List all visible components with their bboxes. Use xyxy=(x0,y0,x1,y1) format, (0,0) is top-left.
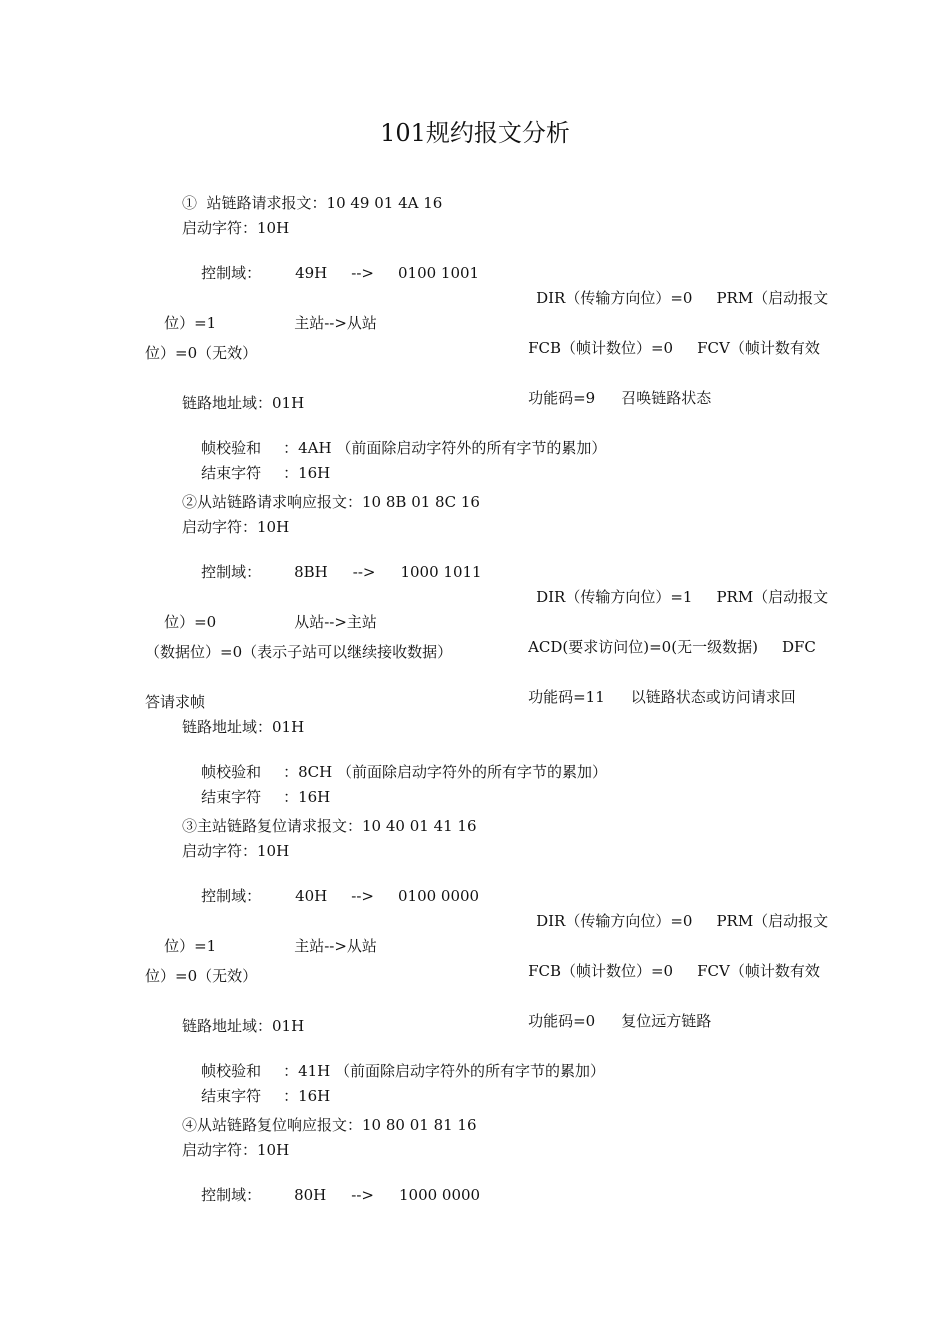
ctrl-bin: 0100 1001 xyxy=(397,264,480,282)
direction: 从站-->主站 xyxy=(294,613,377,631)
sec2-func xyxy=(509,667,796,727)
check-value: ：4AH （前面除启动字符外的所有字节的累加） xyxy=(283,439,607,457)
ctrl-bin: 1000 1011 xyxy=(400,563,482,581)
ctrl-arrow: --> xyxy=(351,887,374,905)
prm-text: PRM（启动报文 xyxy=(716,912,829,930)
direction: 主站-->从站 xyxy=(294,937,377,955)
sec2-dfc-cont: （数据位）=0（表示子站可以继续接收数据） xyxy=(145,643,453,661)
func-code: 功能码=0 xyxy=(528,1012,596,1030)
dir-text: DIR（传输方向位）=1 xyxy=(536,588,693,606)
end-value: ：16H xyxy=(283,1087,331,1105)
direction: 主站-->从站 xyxy=(294,314,377,332)
sec3-address: 链路地址域：01H xyxy=(182,1017,305,1035)
func-code: 功能码=11 xyxy=(528,688,605,706)
dfc-text: DFC xyxy=(781,638,816,656)
dir-text: DIR（传输方向位）=0 xyxy=(536,912,693,930)
check-label: 帧校验和 xyxy=(201,1062,262,1080)
ctrl-arrow: --> xyxy=(351,264,374,282)
ctrl-hex: 8BH xyxy=(294,563,328,581)
sec2-func-cont: 答请求帧 xyxy=(145,693,206,711)
ctrl-hex: 49H xyxy=(295,264,328,282)
fcv-text: FCV（帧计数有效 xyxy=(697,339,820,357)
ctrl-arrow: --> xyxy=(351,1186,374,1204)
end-value: ：16H xyxy=(283,464,331,482)
fcv-text: FCV（帧计数有效 xyxy=(697,962,820,980)
prm-cont: 位）=0 xyxy=(164,613,217,631)
sec2-header: ②从站链路请求响应报文：10 8B 01 8C 16 xyxy=(182,493,480,511)
func-desc: 召唤链路状态 xyxy=(621,389,712,407)
sec1-start-char: 启动字符：10H xyxy=(182,219,290,237)
ctrl-bin: 0100 0000 xyxy=(397,887,480,905)
ctrl-hex: 80H xyxy=(294,1186,327,1204)
end-value: ：16H xyxy=(283,788,331,806)
func-code: 功能码=9 xyxy=(528,389,596,407)
sec1-header: ① 站链路请求报文：10 49 01 4A 16 xyxy=(182,194,443,212)
sec4-header: ④从站链路复位响应报文：10 80 01 81 16 xyxy=(182,1116,477,1134)
end-label: 结束字符 xyxy=(201,788,262,806)
sec2-address: 链路地址域：01H xyxy=(182,718,305,736)
prm-cont: 位）=1 xyxy=(164,937,217,955)
ctrl-label: 控制域： xyxy=(201,887,262,905)
check-label: 帧校验和 xyxy=(201,763,262,781)
sec4-control-field xyxy=(182,1165,480,1225)
check-value: ：41H （前面除启动字符外的所有字节的累加） xyxy=(283,1062,606,1080)
ctrl-bin: 1000 0000 xyxy=(398,1186,481,1204)
ctrl-label: 控制域： xyxy=(201,563,262,581)
dir-text: DIR（传输方向位）=0 xyxy=(536,289,693,307)
prm-text: PRM（启动报文 xyxy=(716,588,829,606)
ctrl-label: 控制域： xyxy=(201,1186,262,1204)
sec1-fcv-cont: 位）=0（无效） xyxy=(145,344,258,362)
end-label: 结束字符 xyxy=(201,464,262,482)
sec2-start-char: 启动字符：10H xyxy=(182,518,290,536)
sec1-address: 链路地址域：01H xyxy=(182,394,305,412)
fcb-text: FCB（帧计数位）=0 xyxy=(528,339,674,357)
sec3-fcv-cont: 位）=0（无效） xyxy=(145,967,258,985)
sec3-start-char: 启动字符：10H xyxy=(182,842,290,860)
prm-cont: 位）=1 xyxy=(164,314,217,332)
sec3-header: ③主站链路复位请求报文：10 40 01 41 16 xyxy=(182,817,477,835)
ctrl-label: 控制域： xyxy=(201,264,262,282)
acd-text: ACD(要求访问位)=0(无一级数据) xyxy=(528,638,758,656)
sec4-start-char: 启动字符：10H xyxy=(182,1141,290,1159)
func-desc: 以链路状态或访问请求回 xyxy=(630,688,796,706)
ctrl-arrow: --> xyxy=(352,563,376,581)
end-label: 结束字符 xyxy=(201,1087,262,1105)
fcb-text: FCB（帧计数位）=0 xyxy=(528,962,674,980)
page-title: 101规约报文分析 xyxy=(380,119,570,147)
check-label: 帧校验和 xyxy=(201,439,262,457)
func-desc: 复位远方链路 xyxy=(621,1012,712,1030)
prm-text: PRM（启动报文 xyxy=(716,289,829,307)
check-value: ：8CH （前面除启动字符外的所有字节的累加） xyxy=(283,763,607,781)
ctrl-hex: 40H xyxy=(295,887,328,905)
